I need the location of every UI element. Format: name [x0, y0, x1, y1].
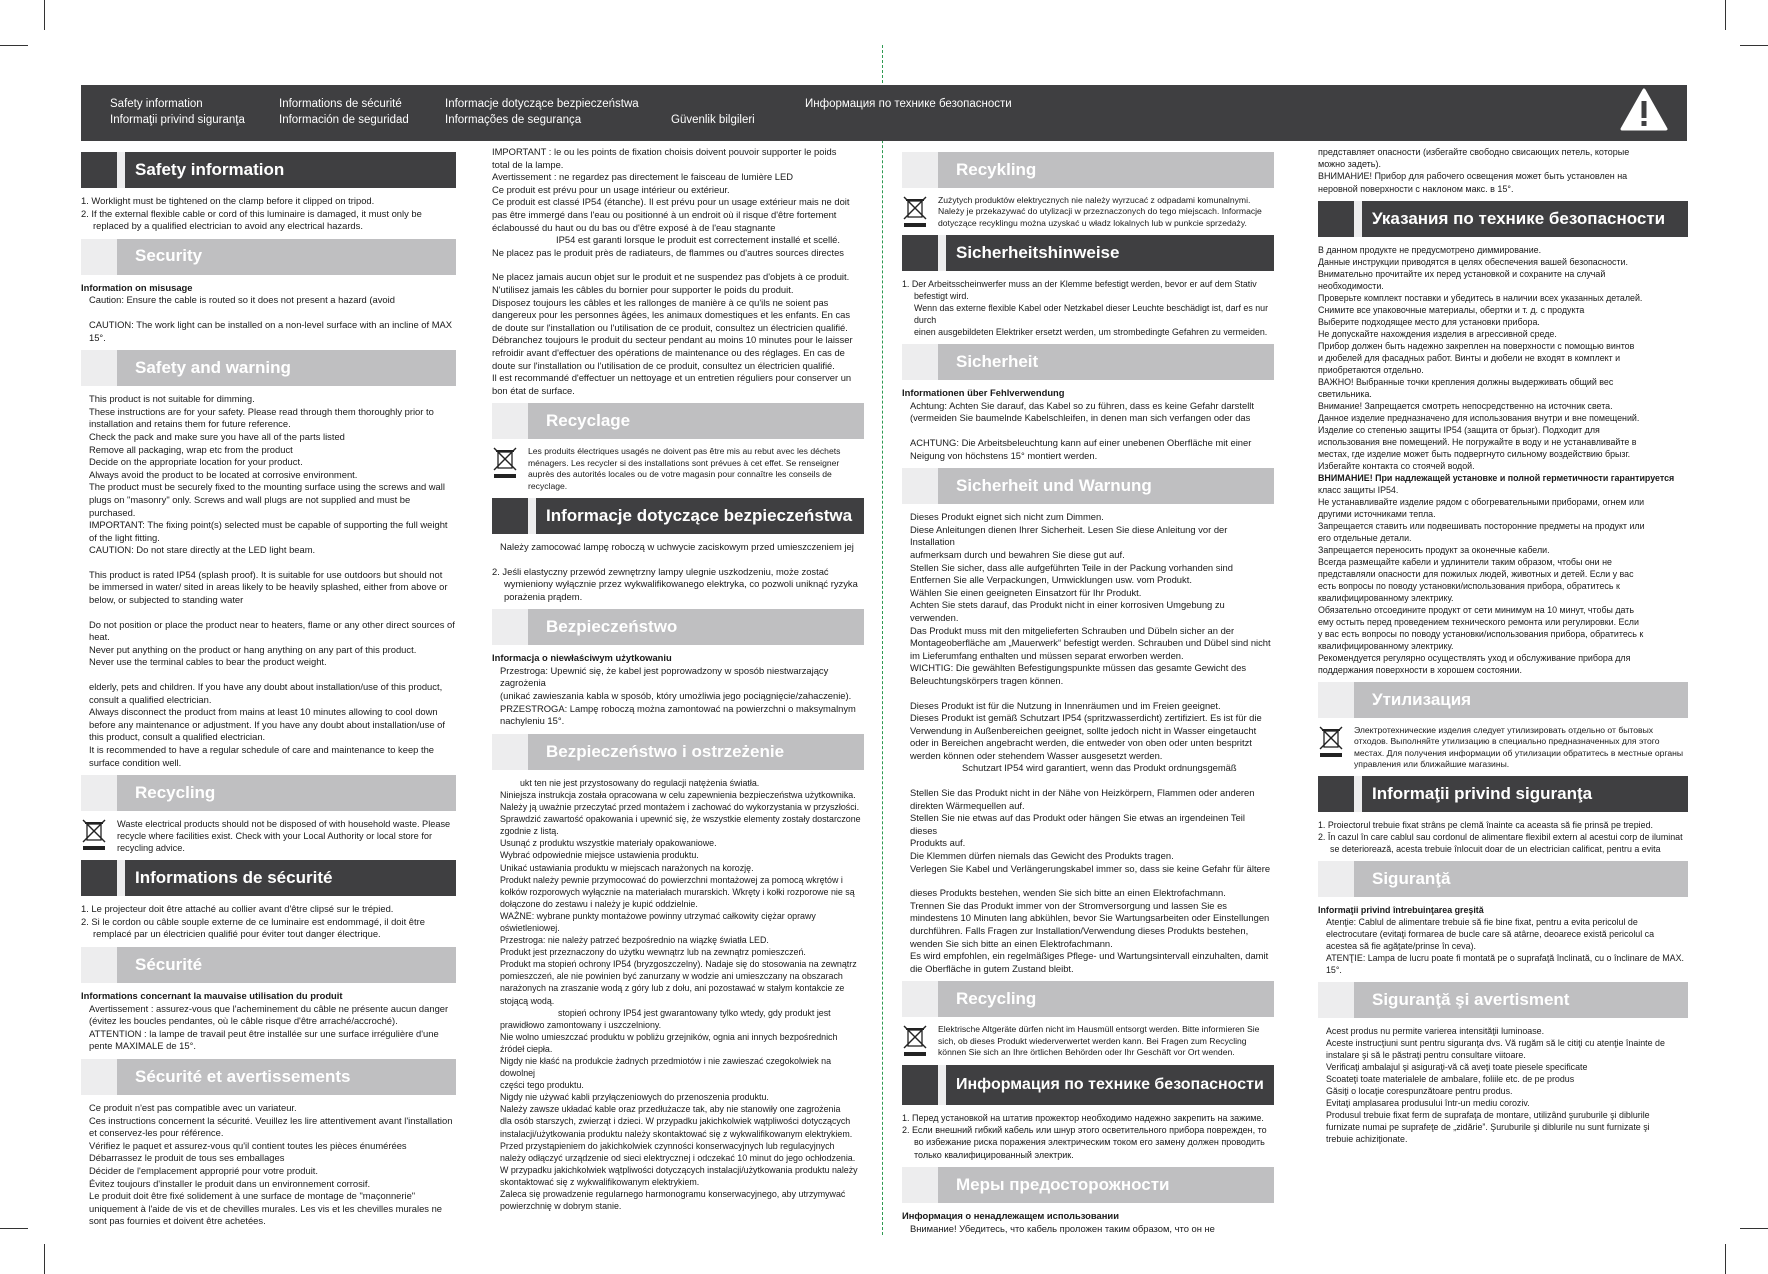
section-header-fr-security: Sécurité [81, 947, 456, 983]
text-line: porażenia prądem. [504, 590, 583, 602]
section-header-de-warning: Sicherheit und Warnung [902, 468, 1274, 504]
text-line: mindestens 10 Minuten lang abkühlen, bevor Sie Wartungsarbeiten oder Einstellungen [910, 912, 1270, 924]
recycling-block [902, 1024, 1274, 1058]
text-line: 2. În cazul în care cablul sau cordonul de alimentare flexibil extern al acestui corp de iluminat [1318, 832, 1683, 843]
section-header-ru-info: Информация по технике безопасности [902, 1065, 1274, 1105]
text-line: ATTENTION : la lampe de travail peut être installée sur une surface irrégulière d'une [89, 1027, 439, 1039]
text-line: у вас есть вопросы по поводу установки/использования прибора, обратитесь к [1318, 628, 1644, 639]
text-line: Należy ją uważnie przeczytać przed montażem i zachować do wykorzystania w przyszłości. [500, 802, 860, 813]
section-header-ro-info: Informaţii privind siguranţa [1318, 776, 1688, 812]
text-line: Прибор должен быть надежно закреплен на поверхности с помощью винтов [1318, 340, 1635, 351]
text-line: instalare şi să le păstraţi pentru consultare viitoare. [1326, 1050, 1526, 1061]
text-line: Ne placez pas le produit près de radiateurs, de flammes ou d'autres sources directes [492, 246, 844, 258]
text-line: 1. Der Arbeitsscheinwerfer muss an der Klemme befestigt werden, bevor er auf dem Stativ [902, 279, 1257, 290]
column-2 [492, 146, 864, 1212]
recycling-text: Электротехнические изделия следует утилизировать отдельно от бытовых отходов. Выполняйте утилизацию в специально предназначенных для этого местах. Для получения информации об утилизации обратитесь в местные органы управления или ближайшие магазины. [1354, 724, 1684, 770]
text-line: Remove all packaging, wrap etc from the product [89, 443, 293, 455]
text-line: ВНИМАНИЕ! Прибор для рабочего освещения может быть установлен на [1318, 171, 1628, 182]
banner-tr: Güvenlik bilgileri [671, 114, 755, 126]
text-line: Produkt należy pewnie przymocować do powierzchni montażowej za pomocą wkrętów i [500, 874, 843, 885]
text-line: Verificaţi ambalajul şi asiguraţi-vă că aveţi toate piesele specificate [1326, 1062, 1588, 1073]
banner-pt: Informações de segurança [445, 114, 582, 126]
crop-mark [44, 0, 45, 30]
column-4 [1318, 146, 1688, 1201]
text-line: oświetleniowej. [500, 922, 560, 933]
section-header-ro-warning: Siguranţă şi avertisment [1318, 982, 1688, 1018]
recycling-text: Waste electrical products should not be disposed of with household waste. Please recycle where facilities exist. Check with your Local Authority or local store for recycling advice. [117, 819, 451, 854]
text-line: Atenţie: Cablul de alimentare trebuie să fie bine fixat, pentru a evita pericolul de [1326, 917, 1638, 928]
text-line: installation and retains them for future reference. [89, 418, 291, 430]
subheading: Информация о ненадлежащем использовании [902, 1210, 1119, 1222]
text-line: Disposez toujours les câbles et les rallonges de manière à ce qu'ils ne soient pas [492, 296, 829, 308]
text-line: surface condition well. [89, 756, 182, 768]
text-line: WAŻNE: wybrane punkty montażowe powinny utrzymać całkowity ciężar oprawy [500, 910, 816, 921]
text-line: plugs on "masonry" only. Screws and wall plugs are not supplied and must be purchased. [89, 493, 411, 518]
text-line: Ces instructions concernent la sécurité. Veuillez les lire attentivement avant l'installation [89, 1114, 453, 1126]
text-line: есть вопросы по поводу установки/использования прибора, обратитесь к [1318, 580, 1620, 591]
text-line: В данном продукте не предусмотрено диммирование. [1318, 244, 1542, 255]
text-line: Не допускайте нахождения изделия в агрессивной среде. [1318, 328, 1557, 339]
text-line: Produkt jest przeznaczony do użytku wewnątrz lub na zewnątrz pomieszczeń. [500, 947, 806, 958]
text-line: Запрещается ставить или подвешивать посторонние предметы на продукт или [1318, 520, 1645, 531]
text-line: Avertissement : ne regardez pas directement le faisceau de lumière LED [492, 171, 794, 183]
text-line: refroidir avant d'effectuer des opérations de maintenance ou des réglages. En cas de [492, 346, 845, 358]
text-line: Le produit doit être fixé solidement à une surface de montage de "maçonnerie" [89, 1190, 416, 1202]
section-header-pl-warning: Bezpieczeństwo i ostrzeżenie [492, 734, 864, 770]
text-line: Wenn das externe flexible Kabel oder Netzkabel dieser Leuchte beschädigt ist, darf es nur durch [914, 303, 1269, 326]
text-line: Usunąć z produktu wszystkie materiały opakowaniowe. [500, 838, 717, 849]
text-line: acestea să fie agăţate/prinse în ceva). [1326, 941, 1476, 952]
section-header-ro-security: Siguranţă [1318, 861, 1688, 897]
text-line: zgodnie z listą. [500, 826, 559, 837]
text-line: replaced by a qualified electrician to avoid any electrical hazards. [93, 220, 363, 232]
text-line: CAUTION: The work light can be installed on a non-level surface with an incline of MAX 15°. [89, 318, 453, 343]
text-line: необходимости. [1318, 280, 1384, 291]
crop-mark [1740, 45, 1768, 46]
text-line: of the light fitting. [89, 531, 160, 543]
section-header-fr-recycle: Recyclage [492, 403, 864, 439]
text-line: Neigung von höchstens 15° montiert werden. [910, 449, 1098, 461]
text-line: These instructions are for your safety. Please read through them thoroughly prior to [89, 405, 434, 417]
text-line: Nie wolno umieszczać produktu w pobliżu grzejników, ognia ani innych bezpośrednich źródeł ciepła. [500, 1031, 838, 1054]
text-line: можно задеть). [1318, 159, 1381, 170]
text-line: Wybrać odpowiednie miejsce ustawienia produktu. [500, 850, 699, 861]
text-line: светильника. [1318, 388, 1372, 399]
text-line: Stellen Sie nie etwas auf das Produkt oder hängen Sie etwas an irgendeinen Teil dieses [910, 812, 1245, 836]
text-line: (vermeiden Sie baumelnde Kabelschleifen, in denen man sich verfangen oder das [910, 412, 1251, 424]
text-line: Acest produs nu permite varierea intensităţii luminoase. [1326, 1026, 1545, 1037]
text-line: 2. If the external flexible cable or cord of this luminaire is damaged, it must only be [81, 207, 422, 219]
text-line: Găsiţi o locaţie corespunzătoare pentru produs. [1326, 1086, 1513, 1097]
language-banner [81, 85, 1687, 141]
text-line: Decide on the appropriate location for your product. [89, 456, 303, 468]
recycling-text: Elektrische Altgeräte dürfen nicht im Hausmüll entsorgt werden. Bitte informieren Sie sich, ob dieses Produkt wiederverwertet werden kann. Bei Fragen zum Recycling können Sie sich an Ihre örtlichen Behörden oder Ihr Geschäft vor Ort wenden. [938, 1024, 1260, 1058]
text-line: представляет опасности (избегайте свободно свисающих петель, которые [1318, 147, 1630, 157]
crossed-bin-icon [1318, 725, 1344, 759]
text-line: неровной поверхности с наклоном макс. в 15°. [1318, 183, 1514, 194]
text-line: Данное изделие предназначено для использования внутри и вне помещений. [1318, 412, 1640, 423]
text-line: sont pas fournies et doivent être achetées. [89, 1215, 266, 1227]
recycling-block [1318, 725, 1688, 771]
banner-ru: Информация по технике безопасности [805, 98, 1012, 110]
text-line: bon état de surface. [492, 384, 575, 396]
section-header-fr-warning: Sécurité et avertissements [81, 1059, 456, 1095]
recycling-block [902, 195, 1274, 229]
text-line: kołków rozporowych wyłącznie na materiałach murarskich. Wkręty i kołki rozporowe nie są [500, 886, 855, 897]
text-line: класс защиты IP54. [1318, 484, 1399, 495]
text-line: remplacé par un électricien qualifié pour éviter tout danger électrique. [93, 928, 381, 940]
text-line: Es wird empfohlen, ein regelmäßiges Pflege- und Wartungsintervall einzuhalten, damit [910, 950, 1269, 962]
subheading: Informations concernant la mauvaise utilisation du produit [81, 989, 343, 1001]
recycling-text: Zużytych produktów elektrycznych nie należy wyrzucać z odpadami komunalnymi. Należy je przekazywać do utylizacji w przeznaczonych do tego miejscach. Informacje dotyczące recyklingu można uzyskać u władz lokalnych lub w punkcie sprzedaży. [938, 195, 1262, 228]
section-header-security: Security [81, 239, 456, 275]
crop-mark [1725, 1244, 1726, 1274]
text-line: 1. Le projecteur doit être attaché au collier avant d'être clipsé sur le trépied. [81, 903, 394, 915]
crop-mark [1725, 0, 1726, 30]
text-line: Ne placez jamais aucun objet sur le produit et ne suspendez pas d'objets à ce produit. [492, 271, 850, 283]
text-line: Stellen Sie sicher, dass alle aufgeführten Teile in der Packung vorhanden sind [910, 561, 1233, 573]
text-line: Przestroga: nie należy patrzeć bezpośrednio na wiązkę światła LED. [500, 935, 769, 946]
text-line: Обязательно отсоедините продукт от сети минимум на 10 минут, чтобы дать [1318, 604, 1634, 615]
text-line: 1. Worklight must be tightened on the clamp before it clipped on tripod. [81, 195, 375, 206]
text-line: dołączone do zestawu i należy je kupić oddzielnie. [500, 898, 698, 909]
text-line: below, or subjected to standing water [89, 594, 244, 606]
text-line: This product is rated IP54 (splash proof). It is suitable for use outdoors but should not [89, 568, 443, 580]
text-line: de doute sur l'installation ou l'utilisation de ce produit, consultez un électricien qualifié. [492, 321, 848, 333]
crossed-bin-icon [492, 446, 518, 480]
section-header-warning: Safety and warning [81, 350, 456, 386]
section-header-ru-warning: Указания по технике безопасности [1318, 201, 1688, 237]
section-header-ru-precautions: Меры предосторожности [902, 1167, 1274, 1203]
text-line: skontaktować się z wykwalifikowanym elektrykiem. [500, 1176, 700, 1187]
text-line: Запрещается переносить продукт за оконечные кабели. [1318, 544, 1550, 555]
text-line: Внимание! Запрещается смотреть непосредственно на источник света. [1318, 400, 1613, 411]
text-line: doute sur l'installation ou l'utilisation de ce produit, consultez un électricien qualifié. [492, 359, 835, 371]
text-line: Vérifiez le paquet et assurez-vous qu'il contient toutes les pièces énumérées [89, 1139, 407, 1151]
text-line: uniquement à l'aide de vis et de chevilles murales. Les vis et les chevilles murales ne [89, 1202, 443, 1214]
text-line: this product, consult a qualified electrician. [89, 731, 266, 743]
text-line: należy odłączyć urządzenie od sieci elektrycznej i odczekać 10 minut do jego ochłodzenia. [500, 1152, 856, 1163]
text-line: Изделие со степенью защиты IP54 (защита от брызг). Подходит для [1318, 424, 1600, 435]
text-line: Always disconnect the product from mains at least 10 minutes allowing to cool down [89, 706, 438, 718]
text-line: IP54 est garanti lorsque le produit est correctement installé et scellé. [556, 234, 841, 246]
text-line: Produkts auf. [910, 837, 966, 849]
text-line: werden können oder stehendem Wasser ausgesetzt werden. [910, 749, 1163, 761]
text-line: Przestroga: Upewnić się, że kabel jest poprowadzony w sposób niestwarzający zagrożenia [500, 664, 829, 689]
text-line: Выберите подходящее место для установки прибора. [1318, 316, 1540, 327]
text-line: Zaleca się prowadzenie regularnego harmonogramu konserwacyjnego, aby utrzymywać [500, 1189, 846, 1200]
text-line: elderly, pets and children. If you have any doubt about installation/use of this product, [89, 681, 443, 693]
section-header-pl-info: Informacje dotyczące bezpieczeństwa [492, 498, 864, 534]
text-line: ему остыть перед проведением технического ремонта или регулировки. Если [1318, 616, 1639, 627]
text-line: It is recommended to have a regular schedule of care and maintenance to keep the [89, 744, 435, 755]
text-line: total de la lampe. [492, 158, 564, 170]
text-line: Never put anything on the product or hang anything on any part of this product. [89, 643, 417, 655]
text-line: Stellen Sie das Produkt nicht in der Nähe von Heizkörpern, Flammen oder anderen [910, 787, 1255, 799]
text-line: se deteriorează, acesta trebuie înlocuit doar de un electrician calificat, pentru a evita [1330, 844, 1661, 855]
text-line: Achtung: Achten Sie darauf, das Kabel so zu führen, dass es keine Gefahr darstellt [910, 399, 1254, 411]
section-header-de-recycle: Recycling [902, 981, 1274, 1017]
text-line: Caution: Ensure the cable is routed so it does not present a hazard (avoid [89, 294, 395, 306]
text-line: Beleuchtungskörpers tragen können. [910, 674, 1064, 686]
recycling-text: Les produits électriques usagés ne doivent pas être mis au rebut avec les déchets ménagers. Les recycler si des installations sont prévues à cet effet. Se renseigner auprès des autorités locales ou de votre magasin pour connaître les conseils de recyclage. [528, 446, 841, 491]
text-line: Scoateţi toate materialele de ambalare, foliile etc. de pe produs [1326, 1074, 1575, 1085]
text-line: Ce produit n'est pas compatible avec un variateur. [89, 1101, 297, 1113]
crop-mark [44, 1244, 45, 1274]
text-line: Всегда размещайте кабели и удлинители таким образом, чтобы они не [1318, 556, 1612, 567]
text-line: местах, где изделие может быть подвергнуто сильному воздействию брызг. [1318, 448, 1631, 459]
text-line: Débranchez toujours le produit du secteur pendant au moins 10 minutes pour le laisser [492, 334, 853, 346]
text-line: direkten Wärmequellen auf. [910, 799, 1025, 811]
text-line: Dieses Produkt ist gemäß Schutzart IP54 (spritzwasserdicht) zertifiziert. Es ist für die [910, 712, 1262, 724]
section-header-de-security: Sicherheit [902, 344, 1274, 380]
section-header-fr-safety: Informations de sécurité [81, 860, 456, 896]
banner-es: Información de seguridad [279, 114, 409, 126]
crop-mark [0, 1228, 28, 1229]
text-line: Należy zawsze układać kable oraz przedłużacze tak, aby nie stanowiły one zagrożenia [500, 1104, 841, 1115]
text-line: поддержания поверхности в хорошем состоянии. [1318, 664, 1522, 675]
text-line: Das Produkt muss mit den mitgelieferten Schrauben und Dübeln sicher an der [910, 624, 1235, 636]
text-line: 1. Перед установкой на штатив прожектор необходимо надежно закрепить на зажиме. [902, 1112, 1264, 1123]
text-line: Проверьте комплект поставки и убедитесь в наличии всех указанных деталей. [1318, 292, 1643, 303]
text-line: Внимание! Убедитесь, что кабель проложен таким образом, что он не [910, 1222, 1215, 1234]
text-line: Nigdy nie kłaść na produkcie żadnych przedmiotów i nie zawieszać czegokolwiek na dowolnej [500, 1056, 832, 1079]
text-line: Die Klemmen dürfen niemals das Gewicht des Produkts tragen. [910, 850, 1174, 862]
text-line: 1. Proiectorul trebuie fixat strâns pe clemă înainte ca aceasta să fie prinsă pe trepied. [1318, 820, 1653, 831]
text-line: Décider de l'emplacement approprié pour votre produit. [89, 1164, 318, 1176]
text-line: Il est recommandé d'effectuer un nettoyage et un entretien réguliers pour conserver un [492, 372, 852, 384]
text-line: (évitez les boucles pendantes, où le câble risque d'être arraché/accroché). [89, 1015, 398, 1027]
text-line: CAUTION: Do not stare directly at the LED light beam. [89, 544, 316, 556]
crossed-bin-icon [81, 818, 107, 852]
text-line: et conservez-les pour référence. [89, 1127, 224, 1139]
text-line: Unikać ustawiania produktu w miejscach narażonych na korozję. [500, 862, 754, 873]
text-line: Należy zamocować lampę roboczą w uchwycie zaciskowym przed umieszczeniem jej [500, 540, 854, 552]
text-line: Внимательно прочитайте их перед установкой и сохраните на случай [1318, 268, 1606, 279]
text-line: wenden Sie sich bitte an einen Elektrofachmann. [910, 937, 1113, 949]
text-line: Montageoberfläche am „Mauerwerk“ befestigt werden. Schrauben und Dübel sind nicht [910, 637, 1271, 649]
text-line: Verlegen Sie Kabel und Verlängerungskabel immer so, dass sie keine Gefahr für ältere [910, 862, 1271, 874]
text-line: Избегайте контакта со стоячей водой. [1318, 460, 1475, 471]
text-line: WICHTIG: Die gewählten Befestigungspunkte müssen das gesamte Gewicht des [910, 662, 1247, 674]
text-line: nachyleniu 15°. [500, 715, 565, 727]
banner-pl: Informacje dotyczące bezpieczeństwa [445, 98, 639, 110]
text-line: 2. Si le cordon ou câble souple externe de ce luminaire est endommagé, il doit être [81, 915, 425, 927]
text-line: trebuie achiziţionate. [1326, 1134, 1408, 1145]
text-line: dieses Produkts bestehen, wenden Sie sich bitte an einen Elektrofachmann. [910, 887, 1226, 899]
text-line: durchführen. Falls Fragen zur Installation/Verwendung dieses Produkts bestehen, [910, 925, 1249, 936]
column-1 [81, 146, 456, 1227]
text-line: be immersed in water/ sited in areas likely to be heavily splashed, either from above or [89, 581, 448, 593]
text-line: Dieses Produkt ist für die Nutzung in Innenräumen und im Freien geeignet. [910, 699, 1221, 711]
text-line: другими источниками тепла. [1318, 508, 1436, 519]
text-line: Evitaţi amplasarea produsului într-un mediu coroziv. [1326, 1098, 1530, 1109]
text-line: его отдельные детали. [1318, 532, 1412, 543]
crop-mark [0, 45, 28, 46]
text-line: и дюбелей для фасадных работ. Винты и дюбели не входят в комплект и [1318, 352, 1621, 363]
text-line: Schutzart IP54 wird garantiert, wenn das Produkt ordnungsgemäß [962, 762, 1237, 774]
text-line: Снимите все упаковочные материалы, обертки и т. д. с продукта [1318, 304, 1585, 315]
text-line: pomieszczeń, ale nie powinien być zanurzany w wodzie ani umieszczany na obszarach [500, 971, 843, 982]
section-header-pl-security: Bezpieczeństwo [492, 609, 864, 645]
column-3 [902, 146, 1274, 1234]
text-line: pas être immergé dans l'eau ou positionné à un endroit où il risque d'être fortement [492, 208, 837, 220]
text-line: dangereux pour les personnes âgées, les animaux domestiques et les enfants. En cas [492, 309, 851, 321]
text-line: prawidłowo zamontowany i uszczelniony. [500, 1019, 662, 1030]
text-line: квалифицированному электрику. [1318, 640, 1454, 651]
text-line: furnizate numai pe suprafeţe de „zidărie”. Şuruburile şi diblurile nu sunt furnizate şi [1326, 1122, 1650, 1133]
text-line: Ce produit est classé IP54 (étanche). Il est prévu pour un usage extérieur mais ne doit [492, 196, 850, 208]
text-line: części tego produktu. [500, 1080, 584, 1091]
text-line: Never use the terminal cables to bear the product weight. [89, 656, 327, 668]
warning-icon [1620, 88, 1668, 132]
fold-line [882, 45, 883, 1235]
text-line: instalacji/użytkowania produktu należy skontaktować się z wykwalifikowanym elektrykiem. [500, 1128, 853, 1139]
text-line: Рекомендуется регулярно осуществлять уход и обслуживание прибора для [1318, 652, 1631, 663]
text-line: Évitez toujours d'installer le produit dans un environnement corrosif. [89, 1177, 371, 1189]
text-line: im Lieferumfang enthalten und müssen separat erworben werden. [910, 649, 1184, 661]
text-line: Produsul trebuie fixat ferm de suprafaţa de montare, utilizând şuruburile şi diblurile [1326, 1110, 1650, 1121]
text-line: Wählen Sie einen geeigneten Einsatzort für Ihr Produkt. [910, 586, 1142, 598]
text-line: Débarrassez le produit de tous ses emballages [89, 1152, 285, 1164]
text-line: Achten Sie stets darauf, das Produkt nicht in einer korrosiven Umgebung zu verwenden. [910, 599, 1225, 623]
text-line: pente MAXIMALE de 15°. [89, 1040, 196, 1052]
section-header-ru-disposal: Утилизация [1318, 682, 1688, 718]
subheading: Information on misusage [81, 281, 193, 293]
text-line: 2. Если внешний гибкий кабель или шнур этого осветительного прибора поврежден, то [902, 1125, 1267, 1135]
text-line: Dieses Produkt eignet sich nicht zum Dimmen. [910, 511, 1104, 523]
subheading: Informacja o niewłaściwym użytkowaniu [492, 652, 672, 664]
text-line: Check the pack and make sure you have all of the parts listed [89, 430, 345, 442]
banner-fr: Informations de sécurité [279, 98, 402, 110]
text-line: befestigt wird. [914, 291, 969, 302]
text-line: die Oberfläche in gutem Zustand bleibt. [910, 962, 1074, 974]
text-line: N'utilisez jamais les câbles du bornier pour supporter le poids du produit. [492, 283, 794, 295]
section-header-pl-recycle: Recykling [902, 152, 1274, 188]
text-line: Avertissement : assurez-vous que l'acheminement du câble ne présente aucun danger [89, 1002, 449, 1014]
text-line: This product is not suitable for dimming. [89, 393, 255, 405]
section-header-safety: Safety information [81, 152, 456, 188]
text-line: PRZESTROGA: Lampę roboczą można zamontować na powierzchni o maksymalnym [500, 702, 856, 714]
text-line: ВАЖНО! Выбранные точки крепления должны выдерживать общий вес [1318, 376, 1614, 387]
text-line: The product must be securely fixed to the mounting surface using the screws and wall [89, 481, 445, 493]
text-line: Не устанавливайте изделие рядом с обогревательными приборами, огнем или [1318, 496, 1645, 507]
text-line: Diese Anleitungen dienen Ihrer Sicherheit. Lesen Sie diese Anleitung vor der Installation [910, 523, 1228, 548]
text-line: ATENŢIE: Lampa de lucru poate fi montată pe o suprafaţă înclinată, cu o înclinare de MAX. 15°. [1326, 953, 1684, 976]
text-line: Verwendung in Außenbereichen geeignet, sollte jedoch nicht in Wasser eingetaucht [910, 724, 1257, 736]
section-header-recycling: Recycling [81, 775, 456, 811]
text-line: dla osób starszych, zwierząt i dzieci. W przypadku jakichkolwiek wątpliwości dotyczących [500, 1116, 851, 1127]
text-line: Nigdy nie używać kabli przyłączeniowych do przenoszenia produktu. [500, 1092, 769, 1103]
text-line: oder in Bereichen angebracht werden, die entweder von oben oder unten bespritzt [910, 737, 1252, 749]
text-line: Trennen Sie das Produkt immer von der Stromversorgung und lassen Sie es [910, 899, 1227, 911]
recycling-block [81, 818, 456, 854]
text-line: 2. Jeśli elastyczny przewód zewnętrzny lampy ulegnie uszkodzeniu, może zostać [492, 565, 829, 577]
text-line: приобретаются отдельно. [1318, 364, 1424, 375]
text-line: квалифицированному электрику. [1318, 592, 1454, 603]
text-line: wymieniony wyłącznie przez wykwalifikowanego elektryka, co pozwoli uniknąć ryzyka [504, 578, 858, 590]
text-line: ACHTUNG: Die Arbeitsbeleuchtung kann auf einer unebenen Oberfläche mit einer [910, 437, 1252, 448]
text-line: только квалифицированный электрик. [914, 1149, 1074, 1160]
text-line: aufmerksam durch und bewahren Sie diese gut auf. [910, 548, 1125, 560]
text-line: IMPORTANT: The fixing point(s) selected must be capable of supporting the full weight [89, 519, 448, 531]
text-line: W przypadku jakichkolwiek wątpliwości dotyczących instalacji/użytkowania produktu należy [500, 1164, 858, 1175]
text-line: stojącą wodą. [500, 995, 555, 1006]
text-line: consult a qualified electrician. [89, 693, 212, 705]
section-header-de-info: Sicherheitshinweise [902, 235, 1274, 271]
crop-mark [1740, 1228, 1768, 1229]
text-line: (unikać zawieszania kabla w sposób, który umożliwia jego pociągnięcie/zahaczenie). [500, 690, 852, 702]
text-line: Данные инструкции приводятся в целях обеспечения вашей безопасности. [1318, 256, 1628, 267]
text-line: представляли опасности для пожилых людей, животных и детей. Если у вас [1318, 568, 1634, 579]
text-line: einen ausgebildeten Elektriker ersetzt werden, um strombedingte Gefahren zu vermeiden. [914, 327, 1268, 338]
text-line: narażonych na zraszanie wodą z góry lub z dołu, ani pozostawać w stałym kontakcie ze [500, 983, 845, 994]
text-line: ukt ten nie jest przystosowany do regulacji natężenia światła. [520, 777, 760, 788]
text-line: Sprawdzić zawartość opakowania i upewnić się, że wszystkie elementy zostały dostarczone [500, 814, 861, 825]
text-line: IMPORTANT : le ou les points de fixation choisis doivent pouvoir supporter le poids [492, 146, 837, 157]
banner-ro: Informaţii privind siguranţa [110, 114, 245, 126]
text-line: éclaboussé du haut ou du bas ou d'être exposé à de l'eau stagnante [492, 221, 776, 233]
text-line: Niniejsza instrukcja została opracowana w celu zapewnienia bezpieczeństwa użytkownika. [500, 789, 856, 800]
text-line: Produkt ma stopień ochrony IP54 (bryzgoszczelny). Nadaje się do stosowania na zewnątrz [500, 959, 857, 970]
subheading: Informaţii privind întrebuinţarea greşită [1318, 905, 1484, 916]
crossed-bin-icon [902, 195, 928, 229]
text-line: использования вне помещений. Не погружайте в воду и не устанавливайте в [1318, 436, 1637, 447]
recycling-block [492, 446, 864, 492]
text-line: stopień ochrony IP54 jest gwarantowany tylko wtedy, gdy produkt jest [558, 1007, 831, 1018]
text-line: во избежание риска поражения электрическим током его замену должен проводить [914, 1137, 1265, 1148]
text-line: Always avoid the product to be located at corrosive environment. [89, 468, 358, 480]
subheading: Informationen über Fehlverwendung [902, 387, 1065, 399]
text-line: Ce produit est prévu pour un usage intérieur ou extérieur. [492, 183, 730, 195]
text-line: Aceste instrucţiuni sunt pentru siguranţa dvs. Vă rugăm să le citiţi cu atenţie înainte de [1326, 1038, 1665, 1049]
text-line: electrocutare (evitaţi formarea de bucle care să atârne, deoarece există pericolul ca [1326, 929, 1655, 940]
text-line: powierzchnię w dobrym stanie. [500, 1201, 622, 1212]
text-line: ВНИМАНИЕ! При надлежащей установке и полной герметичности гарантируется [1318, 472, 1675, 483]
text-line: Entfernen Sie alle Verpackungen, Umwicklungen usw. vom Produkt. [910, 574, 1192, 586]
text-line: Przed przystąpieniem do jakichkolwiek czynności konserwacyjnych lub regulacyjnych [500, 1140, 835, 1151]
banner-en: Safety information [110, 98, 203, 110]
text-line: Do not position or place the product near to heaters, flame or any other direct sources of heat. [89, 618, 455, 643]
text-line: before any maintenance or adjustment. If you have any doubt about installation/use of [89, 718, 445, 730]
crossed-bin-icon [902, 1024, 928, 1058]
